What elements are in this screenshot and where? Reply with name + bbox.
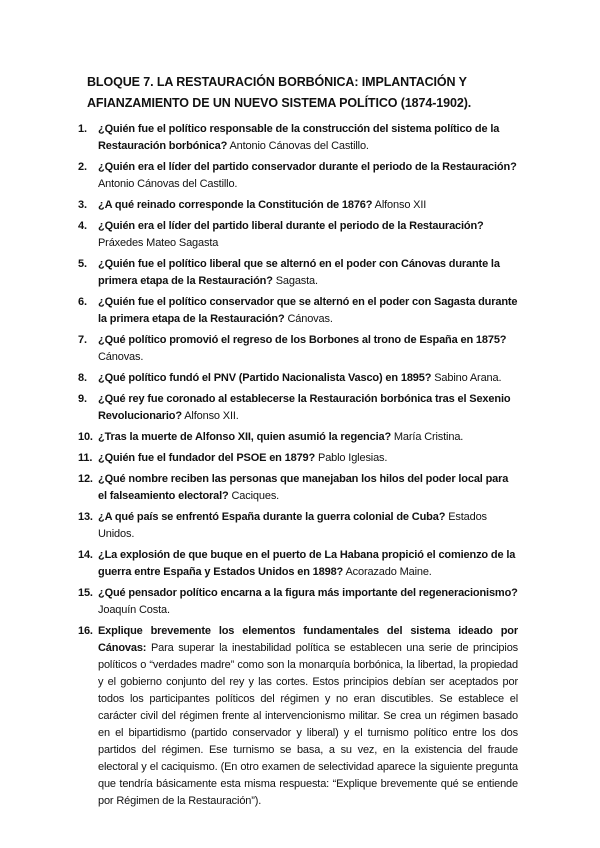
answer-text: Caciques. xyxy=(231,490,280,502)
list-item xyxy=(78,332,518,366)
list-item xyxy=(78,429,518,446)
question-text: ¿Qué político fundó el PNV (Partido Nacionalista Vasco) en 1895? xyxy=(98,372,432,384)
question-text: ¿Quién fue el político conservador que se alternó en el poder con Sagasta durante la primera etapa de la Restauración? xyxy=(98,296,518,325)
answer-text: Acorazado Maine. xyxy=(345,566,432,578)
list-item xyxy=(78,121,518,155)
answer-text: Antonio Cánovas del Castillo. xyxy=(229,140,369,152)
answer-text: Joaquín Costa. xyxy=(98,604,170,616)
question-text: ¿A qué reinado corresponde la Constitución de 1876? xyxy=(98,199,373,211)
question-text: ¿Qué nombre reciben las personas que manejaban los hilos del poder local para el falseamiento electoral? xyxy=(98,473,509,502)
list-item xyxy=(78,509,518,543)
list-item xyxy=(78,294,518,328)
item-number: 15. xyxy=(78,587,93,599)
answer-text: Estados Unidos. xyxy=(98,511,487,540)
item-number: 9. xyxy=(78,393,87,405)
item-number: 13. xyxy=(78,511,93,523)
question-text: ¿A qué país se enfrentó España durante la guerra colonial de Cuba? xyxy=(98,511,446,523)
item-number: 14. xyxy=(78,549,93,561)
question-text: ¿Quién fue el político responsable de la construcción del sistema político de la Restauración borbónica? xyxy=(98,123,500,152)
answer-text: Sagasta. xyxy=(275,275,318,287)
list-item xyxy=(78,450,518,467)
question-text: ¿Qué político promovió el regreso de los Borbones al trono de España en 1875? xyxy=(98,334,507,346)
item-number: 1. xyxy=(78,123,87,135)
question-text: ¿Quién fue el fundador del PSOE en 1879? xyxy=(98,452,316,464)
answer-text: Para superar la inestabilidad política se establecen una serie de principios políticos o “verdades madre” como son la monarquía borbónica, la libertad, la propiedad y el gobierno conjunto del rey y las cortes. Estos principios debían ser aceptados por todos los participantes políticos del régimen y no eran discutibles. Se establece el carácter civil del régimen frente al intervencionismo militar. Se crea un régimen basado en el bipartidismo (partido conservador y liberal) y el turnismo político entre los dos partidos del régimen. Ese turnismo se basa, a su vez, en la existencia del fraude electoral y el caciquismo. (En otro examen de selectividad aparece la siguiente pregunta que tendría básicamente esta misma respuesta: “Explique brevemente qué se entiende por Régimen de la Restauración”). xyxy=(98,642,519,807)
question-text: ¿Quién era el líder del partido conservador durante el periodo de la Restauración? xyxy=(98,161,517,173)
item-number: 8. xyxy=(78,372,87,384)
list-item xyxy=(78,256,518,290)
list-item xyxy=(78,159,518,193)
question-text: ¿Tras la muerte de Alfonso XII, quien asumió la regencia? xyxy=(98,431,392,443)
question-text: ¿Qué pensador político encarna a la figura más importante del regeneracionismo? xyxy=(98,587,518,599)
list-item xyxy=(78,547,518,581)
question-text: ¿Quién fue el político liberal que se alternó en el poder con Cánovas durante la primera etapa de la Restauración? xyxy=(98,258,500,287)
question-list xyxy=(78,121,518,814)
answer-text: Pablo Iglesias. xyxy=(318,452,388,464)
question-text: ¿La explosión de que buque en el puerto de La Habana propició el comienzo de la guerra entre España y Estados Unidos en 1898? xyxy=(98,549,516,578)
answer-text: Cánovas. xyxy=(287,313,333,325)
question-text: ¿Quién era el líder del partido liberal durante el periodo de la Restauración? xyxy=(98,220,484,232)
item-number: 12. xyxy=(78,473,93,485)
answer-text: Alfonso XII xyxy=(374,199,427,211)
list-item xyxy=(78,391,518,425)
list-item xyxy=(78,218,518,252)
item-number: 4. xyxy=(78,220,87,232)
list-item xyxy=(78,370,518,387)
item-number: 3. xyxy=(78,199,87,211)
item-number: 5. xyxy=(78,258,87,270)
item-number: 16. xyxy=(78,625,93,637)
list-item xyxy=(78,471,518,505)
document-title: BLOQUE 7. LA RESTAURACIÓN BORBÓNICA: IMPLANTACIÓN Y AFIANZAMIENTO DE UN NUEVO SISTEMA POLÍTICO (1874-1902). xyxy=(87,75,472,110)
answer-text: María Cristina. xyxy=(393,431,464,443)
item-number: 7. xyxy=(78,334,87,346)
answer-text: Alfonso XII. xyxy=(184,410,239,422)
answer-text: Cánovas. xyxy=(98,351,144,363)
answer-text: Antonio Cánovas del Castillo. xyxy=(98,178,238,190)
list-item xyxy=(78,623,518,810)
item-number: 10. xyxy=(78,431,93,443)
answer-text: Sabino Arana. xyxy=(434,372,502,384)
list-item xyxy=(78,197,518,214)
answer-text: Práxedes Mateo Sagasta xyxy=(98,237,219,249)
item-number: 6. xyxy=(78,296,87,308)
item-number: 11. xyxy=(78,452,93,464)
item-number: 2. xyxy=(78,161,87,173)
list-item xyxy=(78,585,518,619)
question-text: ¿Qué rey fue coronado al establecerse la Restauración borbónica tras el Sexenio Revolucionario? xyxy=(98,393,511,422)
question-text: Explique brevemente los elementos fundamentales del sistema ideado por Cánovas: xyxy=(98,625,518,654)
